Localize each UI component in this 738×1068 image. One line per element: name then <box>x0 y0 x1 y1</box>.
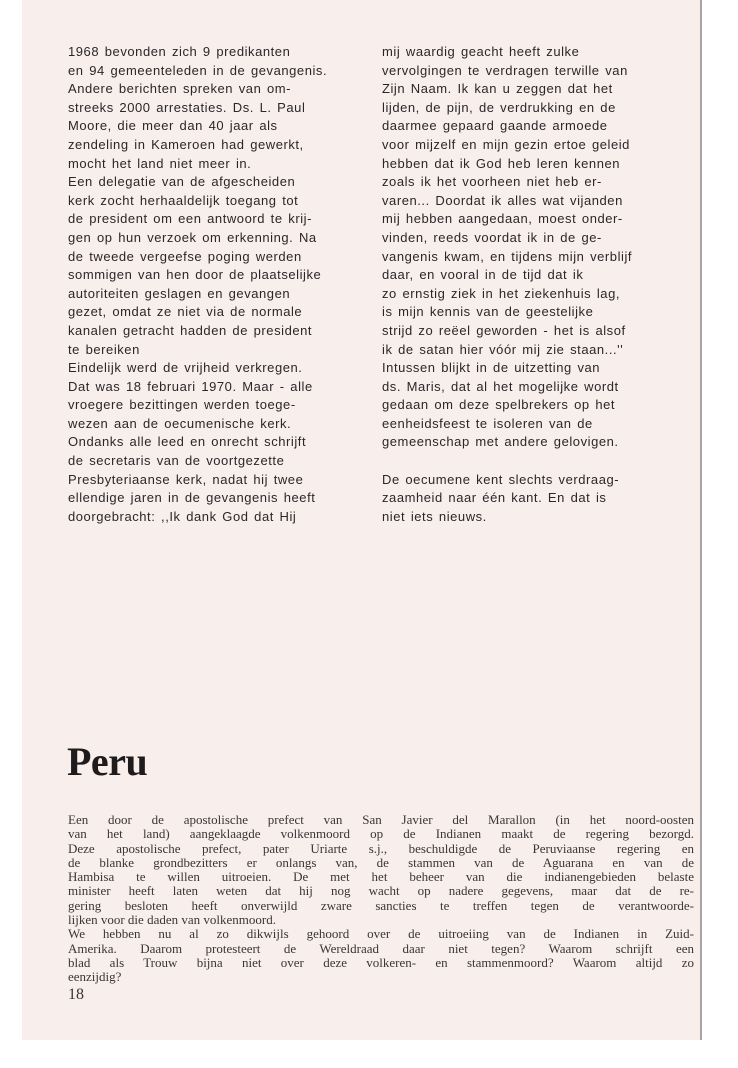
text-line: autoriteiten geslagen en gevangen <box>68 285 291 301</box>
text-line: ds. Maris, dat al het mogelijke wordt <box>382 378 619 394</box>
paragraph-gap <box>382 452 682 471</box>
text-line: blad als Trouw bijna niet over deze volkeren- en stammenmoord? Waarom altijd zo <box>68 954 694 970</box>
text-line: de secretaris van de voortgezette <box>68 453 285 469</box>
text-line: de tweede vergeefse poging werden <box>68 248 302 264</box>
text-line: streeks 2000 arrestaties. Ds. L. Paul <box>68 99 306 115</box>
text-line: gezet, omdat ze niet via de normale <box>68 304 303 320</box>
text-line: vinden, reeds voordat ik in de ge- <box>382 229 602 245</box>
text-line: minister heeft laten weten dat hij nog wacht op nadere gegevens, maar dat de re- <box>68 883 694 899</box>
text-line: eenzijdig? <box>68 969 122 985</box>
text-line: eenheidsfeest te isoleren van de <box>382 415 593 431</box>
text-line: gemeenschap met andere gelovigen. <box>382 434 619 450</box>
text-line: Een delegatie van de afgescheiden <box>68 174 296 190</box>
text-line: zo ernstig ziek in het ziekenhuis lag, <box>382 285 621 301</box>
text-line: Deze apostolische prefect, pater Uriarte s.j., beschuldigde de Peruviaanse regering en <box>68 840 694 856</box>
document-page <box>22 0 702 1040</box>
text-line: sommigen van hen door de plaatselijke <box>68 267 322 283</box>
text-line: gen op hun verzoek om erkenning. Na <box>68 229 317 245</box>
text-line: Hambisa te willen uitroeien. De met het beheer van die indianengebieden belaste <box>68 869 694 885</box>
text-line: kerk zocht herhaaldelijk toegang tot <box>68 192 299 208</box>
page-number: 18 <box>68 986 84 1003</box>
text-line: mocht het land niet meer in. <box>68 155 252 171</box>
text-line: Andere berichten spreken van om- <box>68 81 292 97</box>
text-line: varen... Doordat ik alles wat vijanden <box>382 192 623 208</box>
text-line: Ondanks alle leed en onrecht schrijft <box>68 434 307 450</box>
text-line: 1968 bevonden zich 9 predikanten <box>68 44 291 59</box>
text-line: vangenis kwam, en tijdens mijn verblijf <box>382 248 633 264</box>
text-line: ik de satan hier vóór mij zie staan...'' <box>382 341 624 357</box>
text-line: Presbyteriaanse kerk, nadat hij twee <box>68 471 304 487</box>
text-line: daar, en vooral in de tijd dat ik <box>382 267 584 283</box>
text-line: hebben dat ik God heb leren kennen <box>382 155 621 171</box>
left-column <box>68 43 364 526</box>
text-line: Een door de apostolische prefect van San Javier del Marallon (in het noord-oosten <box>68 812 694 827</box>
text-line: de blanke grondbezitters er onlangs van, de stammen van de Aguarana en van de <box>68 854 694 870</box>
text-line: vervolgingen te verdragen terwille van <box>382 62 628 78</box>
text-line: is mijn kennis van de geestelijke <box>382 304 594 320</box>
text-line: vroegere bezittingen werden toege- <box>68 397 296 413</box>
text-line: Moore, die meer dan 40 jaar als <box>68 118 278 134</box>
text-line: te bereiken <box>68 341 140 357</box>
text-line: Amerika. Daarom protesteert de Wereldraad daar niet tegen? Waarom schrijft een <box>68 940 694 956</box>
text-line: de president om een antwoord te krij- <box>68 211 312 227</box>
text-line: en 94 gemeenteleden in de gevangenis. <box>68 62 328 78</box>
text-line: lijden, de pijn, de verdrukking en de <box>382 99 616 115</box>
text-line: strijd zo reëel geworden - het is alsof <box>382 322 626 338</box>
text-line: voor mijzelf en mijn gezin ertoe geleid <box>382 136 630 152</box>
section-body <box>68 813 694 985</box>
text-line: wezen aan de oecumenische kerk. <box>68 415 292 431</box>
text-line: mij waardig geacht heeft zulke <box>382 44 580 59</box>
text-line: Intussen blijkt in de uitzetting van <box>382 360 601 376</box>
section-title: Peru <box>67 739 148 784</box>
text-line: gedaan om deze spelbrekers op het <box>382 397 616 413</box>
text-line: kanalen getracht hadden de president <box>68 322 313 338</box>
text-line: zendeling in Kameroen had gewerkt, <box>68 136 304 152</box>
text-line: ellendige jaren in de gevangenis heeft <box>68 490 316 506</box>
text-line: Dat was 18 februari 1970. Maar - alle <box>68 378 313 394</box>
text-line: Eindelijk werd de vrijheid verkregen. <box>68 360 303 376</box>
text-line: zaamheid naar één kant. En dat is <box>382 490 607 506</box>
text-line: We hebben nu al zo dikwijls gehoord over de uitroeiing van de Indianen in Zuid- <box>68 926 694 942</box>
right-column <box>382 43 682 526</box>
text-line: van het land) aangeklaagde volkenmoord op de Indianen maakt de regering bezorgd. <box>68 826 694 842</box>
text-line: zoals ik het voorheen niet heb er- <box>382 174 602 190</box>
text-line: De oecumene kent slechts verdraag- <box>382 471 620 487</box>
text-line: Zijn Naam. Ik kan u zeggen dat het <box>382 81 613 97</box>
text-line: doorgebracht: ,,Ik dank God dat Hij <box>68 508 297 524</box>
text-line: gering besloten heeft onverwijld zware sancties te treffen tegen de verantwoorde- <box>68 897 694 913</box>
text-line: daarmee gepaard gaande armoede <box>382 118 608 134</box>
text-line: mij hebben aangedaan, moest onder- <box>382 211 623 227</box>
text-line: niet iets nieuws. <box>382 508 487 524</box>
text-line: lijken voor die daden van volkenmoord. <box>68 912 276 928</box>
